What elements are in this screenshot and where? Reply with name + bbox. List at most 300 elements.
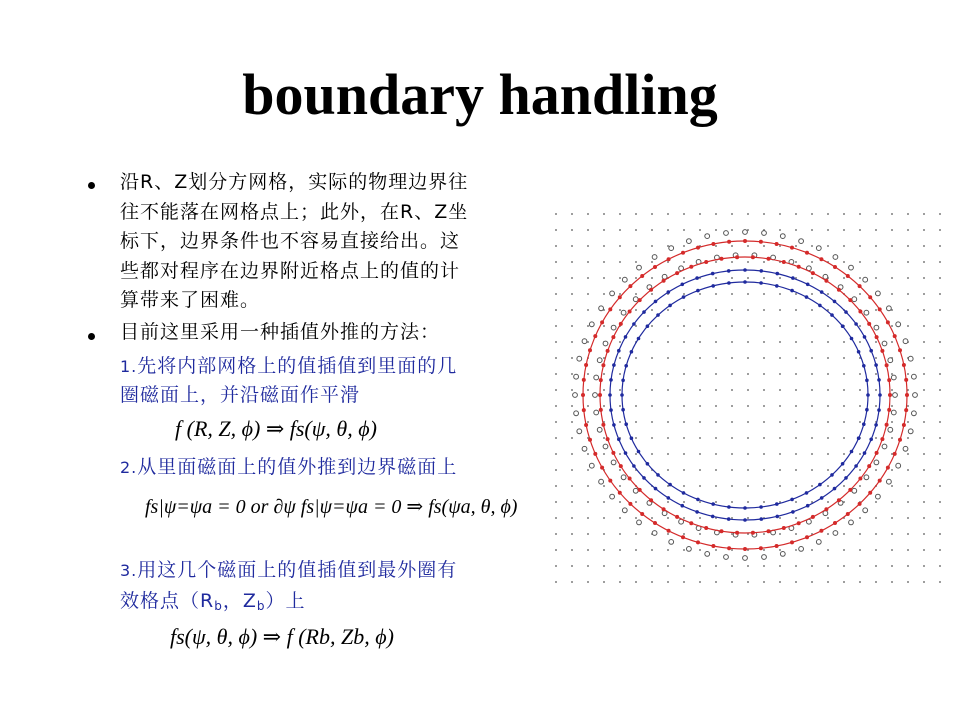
red-inner-surface-point [880,437,884,441]
blue-inner-surface-point [656,313,660,317]
grid-point [747,325,749,327]
grid-point [747,501,749,503]
red-outer-surface-point [858,284,862,288]
grid-point [795,309,797,311]
blue-inner-surface-point [790,289,794,293]
boundary-grid-point [903,339,908,344]
rb-subscript: b [214,599,223,613]
grid-point [827,549,829,551]
grid-point [811,421,813,423]
grid-point [619,389,621,391]
grid-point [619,261,621,263]
boundary-grid-point [687,547,692,552]
blue-outer-surface-point [806,283,810,287]
grid-point [699,565,701,567]
formula-1-text: f (R, Z, ϕ) ⇒ fs(ψ, θ, ϕ) [175,416,377,441]
grid-point [619,485,621,487]
blue-outer-surface-point [806,504,810,508]
grid-point [907,501,909,503]
red-outer-surface-point [904,378,908,382]
grid-point [555,581,557,583]
grid-point [907,453,909,455]
grid-point [571,421,573,423]
red-inner-surface-point [638,488,642,492]
grid-point [843,533,845,535]
blue-outer-surface-point [820,290,824,294]
boundary-grid-point [903,446,908,451]
grid-point [683,421,685,423]
grid-point [859,517,861,519]
boundary-grid-point [876,291,881,296]
blue-outer-surface-point [711,272,715,276]
grid-point [827,437,829,439]
blue-outer-surface-point [632,322,636,326]
grid-point [619,245,621,247]
grid-point [715,341,717,343]
grid-point [683,453,685,455]
grid-point [683,373,685,375]
grid-point [731,357,733,359]
grid-point [587,581,589,583]
grid-point [939,581,941,583]
slide-title: boundary handling [242,62,718,127]
red-outer-surface-point [878,479,882,483]
grid-point [747,389,749,391]
grid-point [827,581,829,583]
grid-point [923,357,925,359]
grid-point [667,453,669,455]
bullet-1-line-3: 标下，边界条件也不容易直接给出。这 [120,230,461,252]
grid-point [571,485,573,487]
bullet-1-line-5: 算带来了困难。 [120,289,261,311]
boundary-grid-point [669,246,674,251]
blue-outer-surface-point [869,349,873,353]
grid-point [779,341,781,343]
boundary-grid-point [577,356,582,361]
grid-point [651,581,653,583]
grid-point [651,421,653,423]
blue-outer-surface-point [667,496,671,500]
grid-point [635,277,637,279]
grid-point [859,581,861,583]
grid-point [747,293,749,295]
grid-point [635,517,637,519]
step-3-text: 用这几个磁面上的值插值到最外圈有 [137,559,458,581]
grid-point [699,437,701,439]
grid-point [795,389,797,391]
grid-point [667,341,669,343]
grid-point [571,517,573,519]
grid-point [843,277,845,279]
red-inner-surface-point [599,408,603,412]
red-outer-surface-point [584,423,588,427]
grid-point [795,293,797,295]
blue-inner-surface-point [743,506,747,510]
grid-point [907,325,909,327]
grid-point [939,245,941,247]
red-inner-surface-point [867,464,871,468]
grid-point [779,389,781,391]
grid-point [683,549,685,551]
red-inner-surface-point [601,423,605,427]
grid-point [683,565,685,567]
boundary-grid-point [633,297,638,302]
grid-point [891,501,893,503]
boundary-grid-point [849,265,854,270]
grid-point [747,517,749,519]
grid-point [875,469,877,471]
grid-point [699,517,701,519]
grid-point [923,405,925,407]
grid-point [571,325,573,327]
grid-point [875,277,877,279]
red-outer-surface-point [775,544,779,548]
grid-point [699,341,701,343]
grid-point [603,213,605,215]
grid-point [843,389,845,391]
boundary-grid-point [669,540,674,545]
grid-point [603,581,605,583]
grid-point [699,373,701,375]
blue-outer-surface-point [609,408,613,412]
grid-point [635,437,637,439]
grid-point [651,293,653,295]
grid-point [795,213,797,215]
grid-point [859,469,861,471]
red-inner-surface-point [649,288,653,292]
red-inner-surface-point [675,271,679,275]
grid-point [715,325,717,327]
grid-point [747,581,749,583]
grid-point [603,325,605,327]
grid-point [875,245,877,247]
grid-point [827,325,829,327]
grid-point [731,389,733,391]
grid-point [571,229,573,231]
grid-point [635,533,637,535]
grid-point [667,213,669,215]
boundary-grid-point [799,547,804,552]
grid-point [811,373,813,375]
boundary-grid-point [589,463,594,468]
grid-point [683,485,685,487]
grid-point [571,437,573,439]
red-inner-surface [600,257,890,533]
grid-point [731,501,733,503]
blue-outer-surface-point [833,487,837,491]
grid-point [939,405,941,407]
red-outer-surface-point [805,535,809,539]
grid-point [827,389,829,391]
grid-point [571,261,573,263]
grid-point [891,581,893,583]
grid-point [779,565,781,567]
red-inner-surface-point [735,531,739,535]
grid-point [699,293,701,295]
blue-outer-surface-point [654,300,658,304]
grid-point [651,549,653,551]
grid-point [571,389,573,391]
grid-point [779,549,781,551]
red-inner-surface-point [824,279,828,283]
grid-point [731,517,733,519]
grid-point [731,581,733,583]
red-outer-surface-point [582,378,586,382]
blue-inner-surface-point [850,450,854,454]
grid-point [683,325,685,327]
red-outer-surface-point [581,393,585,397]
grid-point [651,373,653,375]
grid-point [619,277,621,279]
blue-outer-surface-point [863,335,867,339]
grid-point [619,213,621,215]
red-outer-surface-point [640,274,644,278]
blue-outer-surface-point [760,269,764,273]
red-outer-surface-point [905,393,909,397]
red-inner-surface-point [662,507,666,511]
grid-point [875,565,877,567]
red-outer-surface-point [628,284,632,288]
boundary-grid-point [582,446,587,451]
grid-point [891,405,893,407]
grid-point [763,485,765,487]
red-inner-surface-point [782,260,786,264]
red-outer-surface-point [653,521,657,525]
grid-point [747,469,749,471]
grid-point [555,325,557,327]
grid-point [875,549,877,551]
boundary-grid-point [887,479,892,484]
grid-point [939,517,941,519]
red-inner-surface-point [601,363,605,367]
boundary-grid-point [882,444,887,449]
grid-point [875,373,877,375]
blue-outer-surface-point [743,518,747,522]
step-2-text: 从里面磁面上的值外推到边界磁面上 [137,456,458,478]
blue-outer-surface-point [743,268,747,272]
zb-symbol: Z [242,590,257,612]
grid-point [683,581,685,583]
grid-point [699,453,701,455]
grid-point [875,341,877,343]
grid-point [891,517,893,519]
boundary-grid-point [864,475,869,480]
grid-point [635,373,637,375]
inner-boundary-point-ring [595,255,895,535]
blue-inner-surface-point [759,505,763,509]
grid-point [843,357,845,359]
grid-point [603,533,605,535]
grid-point [699,501,701,503]
grid-point [843,405,845,407]
grid-point [683,277,685,279]
blue-outer-surface-point [695,510,699,514]
red-inner-surface-point [885,423,889,427]
grid-point [795,549,797,551]
red-outer-surface-point [790,246,794,250]
grid-point [715,373,717,375]
grid-point [635,565,637,567]
grid-point [795,581,797,583]
red-inner-surface-point [662,279,666,283]
grid-point [795,325,797,327]
grid-point [715,485,717,487]
blue-inner-surface-point [830,313,834,317]
red-outer-surface-point [600,466,604,470]
grid-point [811,245,813,247]
boundary-grid-point [852,297,857,302]
grid-point [939,565,941,567]
grid-point [667,517,669,519]
red-outer-surface-point [902,423,906,427]
grid-point [811,549,813,551]
grid-point [795,501,797,503]
grid-point [619,293,621,295]
boundary-grid-point [888,427,893,432]
boundary-grid-point [882,341,887,346]
grid-point [651,309,653,311]
grid-point [763,309,765,311]
grid-point [571,277,573,279]
blue-inner-surface-point [775,284,779,288]
grid-point [891,485,893,487]
boundary-grid-point [833,531,838,536]
red-inner-surface-point [797,265,801,269]
grid-point [779,485,781,487]
grid-point [587,549,589,551]
grid-point [619,533,621,535]
grid-point [699,325,701,327]
grid-point [651,405,653,407]
grid-point [859,453,861,455]
grid-point [619,565,621,567]
grid-point [571,565,573,567]
grid-point [907,469,909,471]
step-3-number: 3. [120,561,138,580]
grid-point [827,213,829,215]
grid-point [683,469,685,471]
grid-point [811,277,813,279]
grid-point [763,325,765,327]
grid-point [827,421,829,423]
grid-point [619,469,621,471]
grid-point [555,421,557,423]
grid-point [571,581,573,583]
grid-point [843,549,845,551]
grid-point [635,581,637,583]
blue-outer-surface-point [776,515,780,519]
formula-3-text: fs(ψ, θ, ϕ) ⇒ f (Rb, Zb, ϕ) [170,624,394,649]
grid-point [731,245,733,247]
blue-outer-surface-point [760,517,764,521]
grid-point [939,229,941,231]
grid-point [667,389,669,391]
grid-point [795,229,797,231]
blue-inner-surface-point [646,462,650,466]
grid-point [923,485,925,487]
grid-point [699,469,701,471]
grid-point [747,373,749,375]
red-outer-surface-point [743,239,747,243]
grid-point [795,421,797,423]
blue-inner-surface-point [727,505,731,509]
grid-point [715,405,717,407]
grid-point [891,421,893,423]
grid-point [843,469,845,471]
red-inner-surface-point [797,521,801,525]
boundary-grid-point [724,555,729,560]
red-inner-surface-point [628,310,632,314]
grid-point [555,437,557,439]
grid-point [747,245,749,247]
grid-point [603,277,605,279]
blue-outer-surface-point [695,276,699,280]
grid-point [795,245,797,247]
blue-inner-surface-point [696,498,700,502]
red-inner-surface-point [875,335,879,339]
grid-point [811,309,813,311]
red-outer-surface-point [759,546,763,550]
grid-point [619,309,621,311]
grid-point [763,389,765,391]
grid-point [891,293,893,295]
grid-point [683,533,685,535]
grid-point [747,485,749,487]
grid-point [843,261,845,263]
red-inner-surface-point [735,255,739,259]
blue-inner-surface-point [830,473,834,477]
red-outer-surface-point [893,334,897,338]
grid-point [923,565,925,567]
blue-inner-surface-point [775,502,779,506]
red-outer-surface-point [904,408,908,412]
blue-inner-surface-point [841,462,845,466]
grid-point [779,453,781,455]
grid-point [923,533,925,535]
grid-point [875,261,877,263]
grid-point [923,501,925,503]
grid-point [635,245,637,247]
grid-point [907,293,909,295]
grid-point [747,437,749,439]
boundary-grid-point [637,265,642,270]
grid-point [555,341,557,343]
grid-point [907,261,909,263]
red-outer-surface-point [868,295,872,299]
bullet-1-line-1: 沿R、Z划分方网格，实际的物理边界往 [120,171,469,193]
grid-point [651,453,653,455]
grid-point [587,517,589,519]
red-inner-surface-point [887,408,891,412]
blue-inner-surface-point [862,422,866,426]
boundary-grid-point [863,277,868,282]
grid-point [651,565,653,567]
grid-point [603,405,605,407]
grid-point [731,373,733,375]
grid-point [875,309,877,311]
grid-point [859,341,861,343]
red-inner-surface-point [887,378,891,382]
grid-point [779,421,781,423]
grid-point [875,501,877,503]
grid-point [715,309,717,311]
boundary-grid-point [633,488,638,493]
blue-inner-surface-point [862,364,866,368]
grid-point [635,325,637,327]
grid-point [603,293,605,295]
grid-point [843,213,845,215]
grid-point [923,373,925,375]
